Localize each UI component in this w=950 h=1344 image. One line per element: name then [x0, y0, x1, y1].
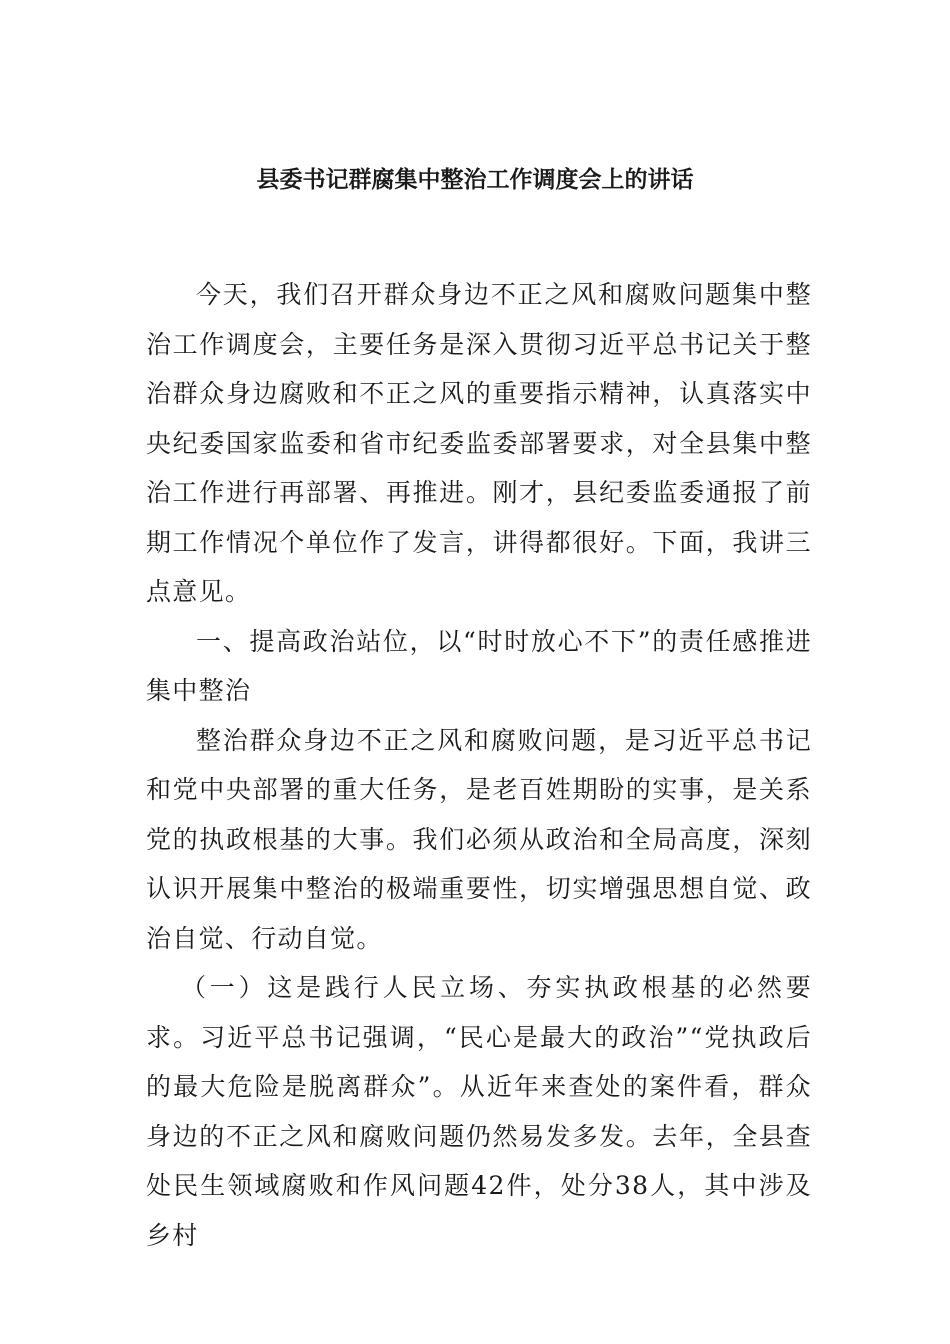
section-heading-1: 一、提高政治站位，以“时时放心不下”的责任感推进集中整治 [146, 626, 812, 705]
document-body [146, 270, 812, 1260]
document-title: 县委书记群腐集中整治工作调度会上的讲话 [256, 166, 694, 193]
paragraph-subsection-1: （一）这是践行人民立场、夯实执政根基的必然要求。习近平总书记强调，“民心是最大的政治”“党执政后的最大危险是脱离群众”。从近年来查处的案件看，群众身边的不正之风和腐败问题仍然易发多发。去年，全县查处民生领域腐败和作风问题42件，处分38人，其中涉及乡村 [146, 973, 812, 1250]
paragraph-section-1: 整治群众身边不正之风和腐败问题，是习近平总书记和党中央部署的重大任务，是老百姓期盼的实事，是关系党的执政根基的大事。我们必须从政治和全局高度，深刻认识开展集中整治的极端重要性，切实增强思想自觉、政治自觉、行动自觉。 [146, 725, 812, 953]
paragraph-intro: 今天，我们召开群众身边不正之风和腐败问题集中整治工作调度会，主要任务是深入贯彻习近平总书记关于整治群众身边腐败和不正之风的重要指示精神，认真落实中央纪委国家监委和省市纪委监委部署要求，对全县集中整治工作进行再部署、再推进。刚才，县纪委监委通报了前期工作情况个单位作了发言，讲得都很好。下面，我讲三点意见。 [146, 280, 812, 606]
